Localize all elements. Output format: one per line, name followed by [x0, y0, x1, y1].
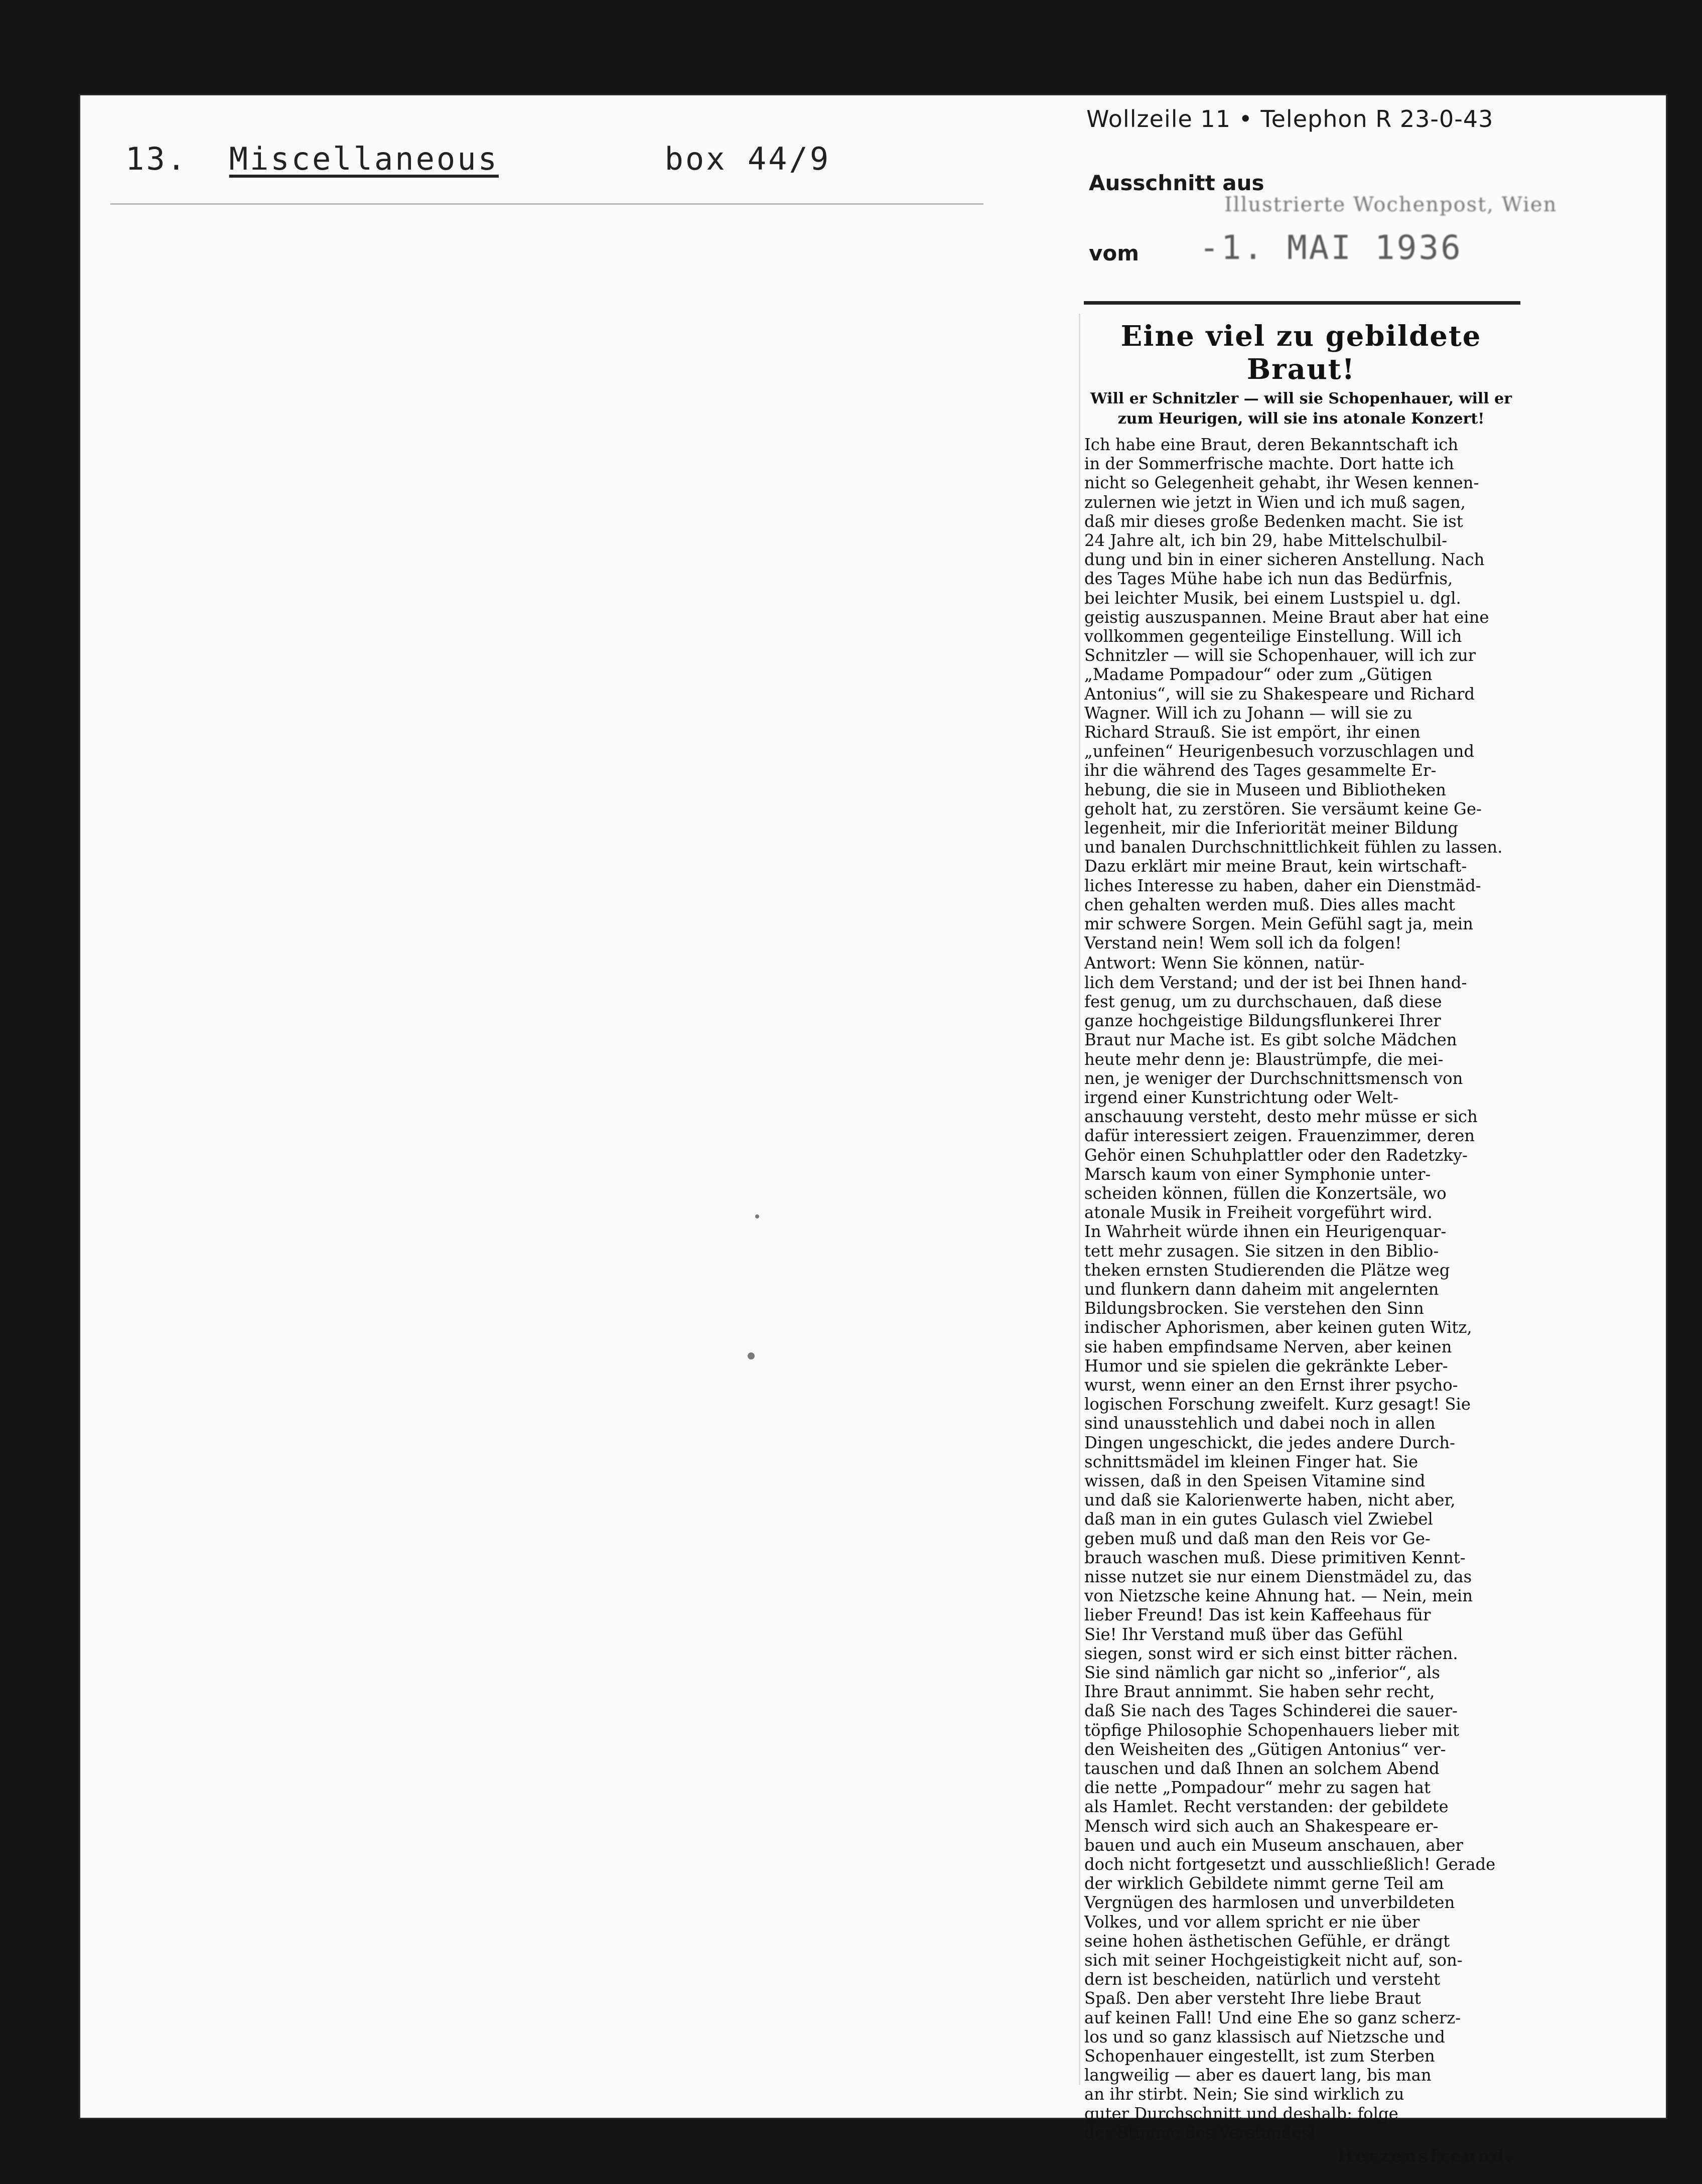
- article-line: logischen Forschung zweifelt. Kurz gesagt! Sie: [1084, 1395, 1471, 1414]
- article-line: dern ist bescheiden, natürlich und versteht: [1084, 1970, 1441, 1989]
- article-line: und flunkern dann daheim mit angelernten: [1084, 1279, 1439, 1299]
- article-line: „unfeinen“ Heurigenbesuch vorzuschlagen und: [1084, 742, 1475, 761]
- article-line: chen gehalten werden muß. Dies alles macht: [1084, 895, 1455, 914]
- article-line: vollkommen gegenteilige Einstellung. Will ich: [1084, 627, 1462, 646]
- article-line: atonale Musik in Freiheit vorgeführt wird.: [1084, 1203, 1433, 1222]
- article-line: der Stimme des Verstandes!: [1084, 2123, 1317, 2142]
- article-line: Spaß. Den aber versteht Ihre liebe Braut: [1084, 1989, 1421, 2008]
- article-line: geben muß und daß man den Reis vor Ge-: [1084, 1529, 1431, 1548]
- article-line: zulernen wie jetzt in Wien und ich muß sagen,: [1084, 492, 1466, 512]
- article-line: liches Interesse zu haben, daher ein Dienstmäd-: [1084, 876, 1481, 895]
- article-line: sind unausstehlich und dabei noch in allen: [1084, 1414, 1436, 1433]
- article-line: und daß sie Kalorienwerte haben, nicht aber,: [1084, 1490, 1456, 1510]
- article-line: theken ernsten Studierenden die Plätze weg: [1084, 1260, 1450, 1280]
- article-line: Wagner. Will ich zu Johann — will sie zu: [1084, 703, 1412, 723]
- article-line: Sie! Ihr Verstand muß über das Gefühl: [1084, 1624, 1403, 1644]
- ausschnitt-label: Ausschnitt aus: [1089, 171, 1264, 195]
- folder-number: 13.: [125, 141, 188, 177]
- article-line: wurst, wenn einer an den Ernst ihrer psycho-: [1084, 1375, 1458, 1395]
- article-line: nisse nutzet sie nur einem Dienstmädel zu, das: [1084, 1567, 1472, 1586]
- article-line: die nette „Pompadour“ mehr zu sagen hat: [1084, 1778, 1431, 1798]
- article-line: von Nietzsche keine Ahnung hat. — Nein, mein: [1084, 1586, 1473, 1606]
- article-line: lieber Freund! Das ist kein Kaffeehaus für: [1084, 1605, 1431, 1625]
- letter-text: [1084, 435, 1518, 952]
- article-line: daß man in ein gutes Gulasch viel Zwiebel: [1084, 1510, 1433, 1529]
- folder-series: Miscellaneous: [229, 141, 499, 177]
- label-divider: [110, 203, 983, 205]
- article-line: der wirklich Gebildete nimmt gerne Teil am: [1084, 1874, 1444, 1893]
- article-line: mir schwere Sorgen. Mein Gefühl sagt ja, mein: [1084, 914, 1473, 934]
- article-line: „Madame Pompadour“ oder zum „Gütigen: [1084, 665, 1433, 685]
- answer-text: [1084, 953, 1518, 2142]
- article-line: los und so ganz klassisch auf Nietzsche und: [1084, 2027, 1445, 2046]
- article-line: den Weisheiten des „Gütigen Antonius“ ver-: [1084, 1739, 1446, 1759]
- article-line: guter Durchschnitt und deshalb: folge: [1084, 2104, 1398, 2123]
- article-line: Humor und sie spielen die gekränkte Leber-: [1084, 1356, 1448, 1376]
- newspaper-article: [1079, 314, 1522, 2167]
- article-line: daß mir dieses große Bedenken macht. Sie ist: [1084, 511, 1463, 531]
- article-line: fest genug, um zu durchschauen, daß diese: [1084, 992, 1442, 1011]
- article-line: siegen, sonst wird er sich einst bitter rächen.: [1084, 1644, 1458, 1663]
- article-line: bauen und auch ein Museum anschauen, aber: [1084, 1835, 1463, 1855]
- article-line: Schnitzler — will sie Schopenhauer, will ich zur: [1084, 646, 1476, 665]
- article-line: Volkes, und vor allem spricht er nie über: [1084, 1912, 1420, 1932]
- article-line: 24 Jahre alt, ich bin 29, habe Mittelschulbil-: [1084, 531, 1448, 551]
- article-line: Dazu erklärt mir meine Braut, kein wirtschaft-: [1084, 857, 1467, 876]
- article-line: seine hohen ästhetischen Gefühle, er drängt: [1084, 1931, 1450, 1951]
- article-line: Bildungsbrocken. Sie verstehen den Sinn: [1084, 1299, 1424, 1318]
- article-line: geistig auszuspannen. Meine Braut aber hat eine: [1084, 607, 1489, 627]
- clipping-header: [1059, 95, 1561, 301]
- article-line: brauch waschen muß. Diese primitiven Kennt-: [1084, 1548, 1466, 1567]
- article-line: sich mit seiner Hochgeistigkeit nicht auf, son-: [1084, 1951, 1463, 1970]
- article-line: und banalen Durchschnittlichkeit fühlen zu lassen.: [1084, 838, 1503, 857]
- article-line: heute mehr denn je: Blaustrümpfe, die mei-: [1084, 1049, 1444, 1069]
- article-line: Richard Strauß. Sie ist empört, ihr einen: [1084, 723, 1421, 742]
- article-line: scheiden können, füllen die Konzertsäle, wo: [1084, 1183, 1447, 1203]
- article-line: anschauung versteht, desto mehr müsse er sich: [1084, 1107, 1478, 1127]
- article-line: Marsch kaum von einer Symphonie unter-: [1084, 1164, 1431, 1184]
- article-line: Mensch wird sich auch an Shakespeare er-: [1084, 1816, 1439, 1836]
- archive-sheet: [80, 95, 1666, 2167]
- article-line: als Hamlet. Recht verstanden: der gebildete: [1084, 1797, 1449, 1817]
- article-line: doch nicht fortgesetzt und ausschließlich! Gerade: [1084, 1855, 1496, 1874]
- article-line: Dingen ungeschickt, die jedes andere Durch-: [1084, 1433, 1455, 1452]
- header-rule: [1084, 301, 1520, 305]
- article-line: geholt hat, zu zerstören. Sie versäumt keine Ge-: [1084, 799, 1482, 818]
- article-line: Verstand nein! Wem soll ich da folgen!: [1084, 933, 1402, 953]
- article-line: auf keinen Fall! Und eine Ehe so ganz scherz-: [1084, 2008, 1461, 2027]
- clipping-address: Wollzeile 11 • Telephon R 23-0-43: [1086, 105, 1494, 132]
- article-line: töpfige Philosophie Schopenhauers lieber mit: [1084, 1720, 1460, 1740]
- article-line: dung und bin in einer sicheren Anstellung. Nach: [1084, 550, 1485, 570]
- article-signature: Herzensfreund.: [1337, 2146, 1514, 2167]
- article-line: an ihr stirbt. Nein; Sie sind wirklich zu: [1084, 2085, 1404, 2104]
- article-line: irgend einer Kunstrichtung oder Welt-: [1084, 1087, 1398, 1107]
- article-line: Schopenhauer eingestellt, ist zum Sterben: [1084, 2046, 1435, 2066]
- article-line: indischer Aphorismen, aber keinen guten Witz,: [1084, 1318, 1472, 1337]
- article-line: legenheit, mir die Inferiorität meiner Bildung: [1084, 818, 1458, 838]
- scan-speck: [755, 1214, 759, 1218]
- article-line: Sie sind nämlich gar nicht so „inferior“, als: [1084, 1663, 1440, 1682]
- article-line: schnittsmädel im kleinen Finger hat. Sie: [1084, 1452, 1419, 1471]
- article-line: Antonius“, will sie zu Shakespeare und Richard: [1084, 684, 1475, 704]
- article-line: Ihre Braut annimmt. Sie haben sehr recht,: [1084, 1682, 1435, 1702]
- source-stamp: Illustrierte Wochenpost, Wien: [1224, 193, 1557, 216]
- article-line: daß Sie nach des Tages Schinderei die sauer-: [1084, 1701, 1458, 1721]
- date-stamp: -1. MAI 1936: [1199, 228, 1463, 267]
- article-line: ihr die während des Tages gesammelte Er-: [1084, 761, 1437, 780]
- article-line: Vergnügen des harmlosen und unverbildeten: [1084, 1893, 1455, 1913]
- article-headline: Eine viel zu gebildete Braut!: [1120, 320, 1482, 386]
- article-line: nen, je weniger der Durchschnittsmensch von: [1084, 1068, 1463, 1088]
- article-line: hebung, die sie in Museen und Bibliotheken: [1084, 780, 1446, 799]
- article-line: ganze hochgeistige Bildungsflunkerei Ihrer: [1084, 1011, 1441, 1031]
- article-line: In Wahrheit würde ihnen ein Heurigenquar-: [1084, 1222, 1447, 1242]
- article-line: Gehör einen Schuhplattler oder den Radetzky-: [1084, 1145, 1468, 1165]
- article-line: tett mehr zusagen. Sie sitzen in den Biblio-: [1084, 1241, 1439, 1261]
- article-subhead: Will er Schnitzler — will sie Schopenhauer, will er zum Heurigen, will sie ins atonale Konzert!: [1090, 390, 1512, 428]
- article-line: langweilig — aber es dauert lang, bis man: [1084, 2066, 1432, 2085]
- article-line: wissen, daß in den Speisen Vitamine sind: [1084, 1471, 1426, 1490]
- article-line: in der Sommerfrische machte. Dort hatte ich: [1084, 454, 1454, 474]
- article-line: nicht so Gelegenheit gehabt, ihr Wesen kennen-: [1084, 473, 1479, 493]
- article-line: Antwort: Wenn Sie können, natür-: [1084, 953, 1365, 973]
- article-line: sie haben empfindsame Nerven, aber keinen: [1084, 1337, 1452, 1356]
- scan-speck: [748, 1352, 755, 1359]
- article-line: des Tages Mühe habe ich nun das Bedürfnis,: [1084, 569, 1453, 589]
- article-line: bei leichter Musik, bei einem Lustspiel u. dgl.: [1084, 588, 1461, 608]
- article-line: Braut nur Mache ist. Es gibt solche Mädchen: [1084, 1030, 1457, 1050]
- article-line: dafür interessiert zeigen. Frauenzimmer, deren: [1084, 1126, 1475, 1146]
- article-line: tauschen und daß Ihnen an solchem Abend: [1084, 1759, 1440, 1779]
- vom-label: vom: [1089, 241, 1139, 265]
- article-line: lich dem Verstand; und der ist bei Ihnen hand-: [1084, 973, 1467, 992]
- article-line: Ich habe eine Braut, deren Bekanntschaft ich: [1084, 435, 1459, 454]
- folder-label: [125, 141, 830, 177]
- folder-box: box 44/9: [664, 141, 831, 177]
